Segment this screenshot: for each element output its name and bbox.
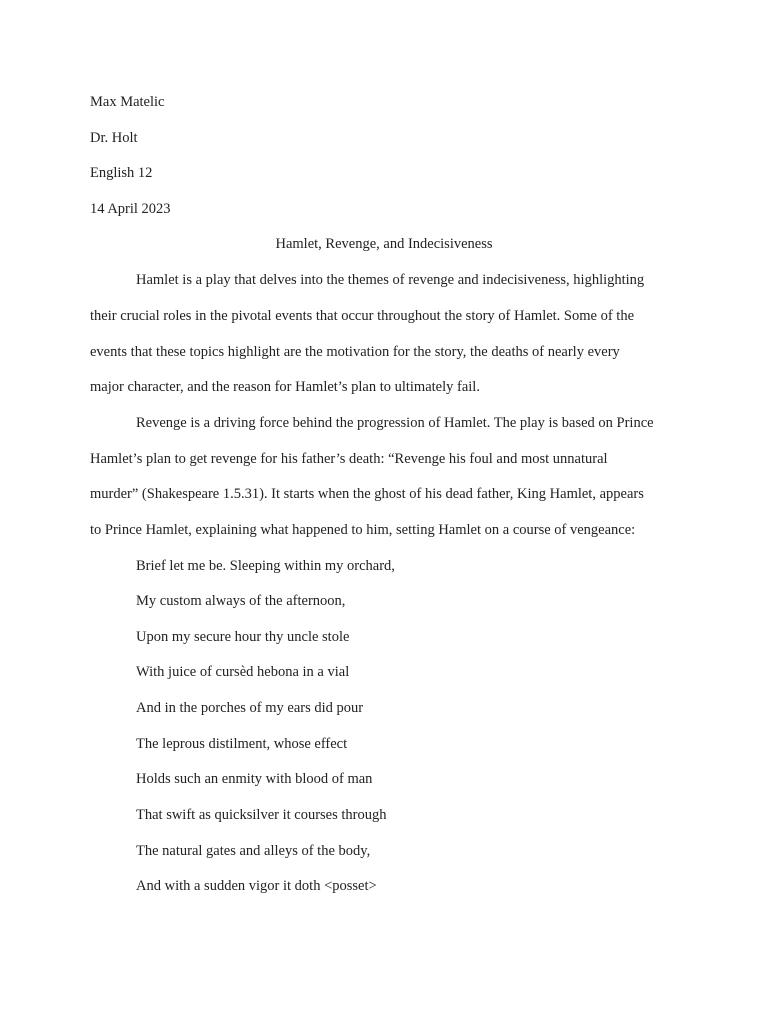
- paragraph-line: events that these topics highlight are the motivation for the story, the deaths of nearly every: [90, 344, 620, 360]
- paragraph-line: Hamlet’s plan to get revenge for his father’s death: “Revenge his foul and most unnatural: [90, 451, 608, 467]
- paragraph-line: Hamlet is a play that delves into the themes of revenge and indecisiveness, highlighting: [136, 272, 645, 288]
- course-name: English 12: [90, 165, 153, 181]
- quote-line: Brief let me be. Sleeping within my orchard,: [136, 558, 395, 574]
- paragraph-line: Revenge is a driving force behind the progression of Hamlet. The play is based on Prince: [136, 415, 654, 431]
- essay-title: Hamlet, Revenge, and Indecisiveness: [275, 236, 493, 252]
- paragraph-line: major character, and the reason for Hamlet’s plan to ultimately fail.: [90, 379, 480, 395]
- paragraph-line: murder” (Shakespeare 1.5.31). It starts when the ghost of his dead father, King Hamlet, appears: [90, 486, 644, 502]
- quote-line: And with a sudden vigor it doth <posset>: [136, 878, 377, 894]
- quote-line: The natural gates and alleys of the body,: [136, 843, 371, 859]
- quote-line: With juice of cursèd hebona in a vial: [136, 664, 350, 680]
- quote-line: The leprous distilment, whose effect: [136, 736, 348, 752]
- date: 14 April 2023: [90, 201, 171, 217]
- author-name: Max Matelic: [90, 94, 165, 110]
- quote-line: Holds such an enmity with blood of man: [136, 771, 373, 787]
- paragraph-line: their crucial roles in the pivotal events that occur throughout the story of Hamlet. Some of the: [90, 308, 635, 324]
- instructor-name: Dr. Holt: [90, 130, 138, 146]
- quote-line: Upon my secure hour thy uncle stole: [136, 629, 350, 645]
- quote-line: That swift as quicksilver it courses through: [136, 807, 387, 823]
- quote-line: My custom always of the afternoon,: [136, 593, 346, 609]
- quote-line: And in the porches of my ears did pour: [136, 700, 364, 716]
- paragraph-line: to Prince Hamlet, explaining what happened to him, setting Hamlet on a course of vengeance:: [90, 522, 636, 538]
